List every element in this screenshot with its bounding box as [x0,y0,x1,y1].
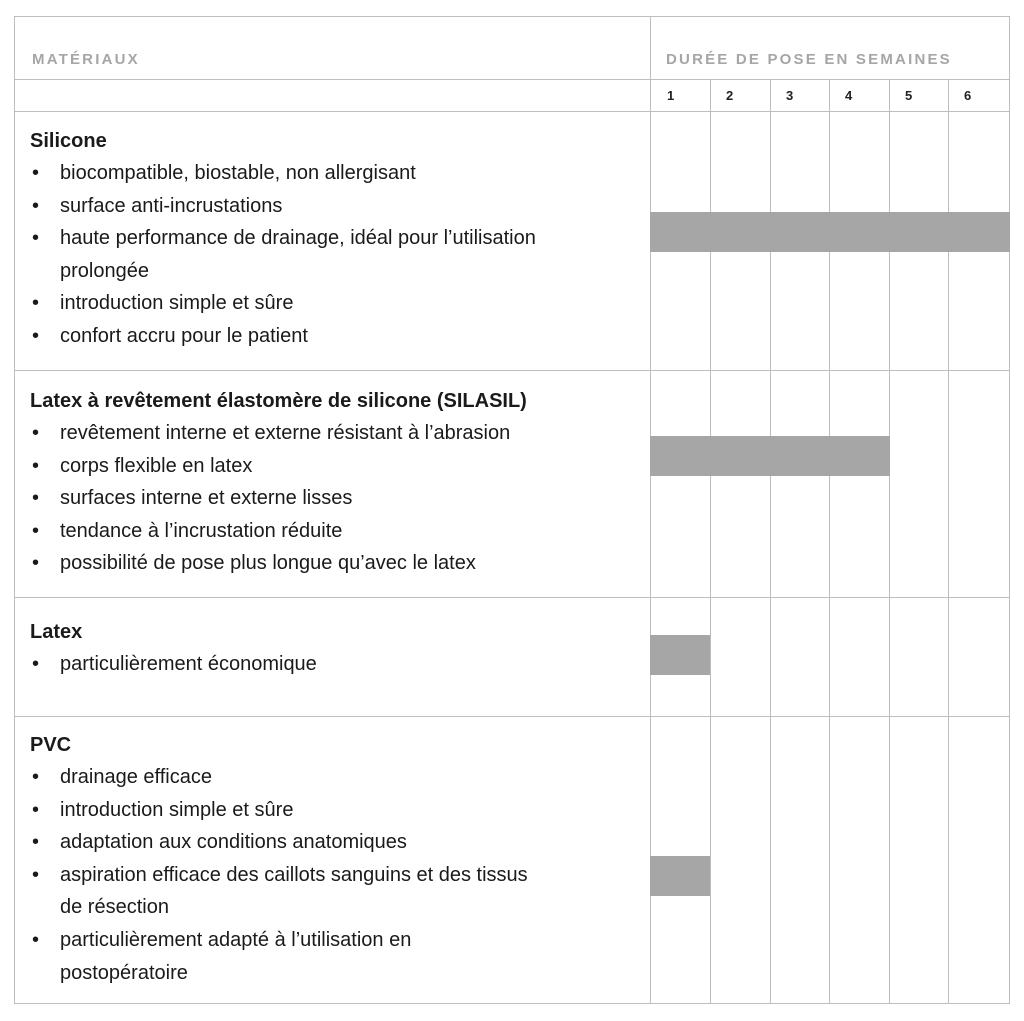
material-silasil [30,385,640,580]
feature-item: • possibilité de pose plus longue qu’avec le latex [30,547,640,580]
feature-item: • drainage efficace [30,761,640,794]
duration-bar-latex [650,635,710,675]
duration-bar-pvc [650,856,710,896]
material-title: Latex [30,621,83,643]
material-latex [30,616,640,681]
header-bottom-divider [14,111,1010,112]
feature-item: • introduction simple et sûre [30,287,640,320]
feature-list [30,648,640,681]
feature-item: • particulièrement économique [30,648,640,681]
feature-list [30,417,640,580]
material-pvc [30,729,640,989]
materials-header: MATÉRIAUX [32,51,140,68]
duration-bar-silasil [650,436,890,476]
header-divider [14,79,1010,80]
material-title: Silicone [30,130,107,152]
material-title: PVC [30,734,72,756]
feature-item: • biocompatible, biostable, non allergisant [30,157,640,190]
feature-item: • haute performance de drainage, idéal pour l’utilisation prolongée [30,222,540,287]
feature-item: • particulièrement adapté à l’utilisation en postopératoire [30,924,530,989]
feature-list [30,761,640,989]
feature-item: • aspiration efficace des caillots sanguins et des tissus de résection [30,859,530,924]
feature-item: • surfaces interne et externe lisses [30,482,640,515]
duration-bar-silicone [650,212,1010,252]
feature-item: • introduction simple et sûre [30,794,640,827]
week-label: 4 [845,88,853,103]
week-label: 1 [667,88,675,103]
row-divider [14,597,1010,598]
material-title: Latex à revêtement élastomère de silicone (SILASIL) [30,390,527,412]
feature-item: • tendance à l’incrustation réduite [30,515,640,548]
feature-list [30,157,640,353]
row-divider [14,716,1010,717]
week-label: 5 [905,88,913,103]
feature-item: • adaptation aux conditions anatomiques [30,826,640,859]
week-label: 3 [786,88,794,103]
feature-item: • surface anti-incrustations [30,190,640,223]
week-label: 6 [964,88,972,103]
feature-item: • revêtement interne et externe résistant à l’abrasion [30,417,640,450]
material-silicone [30,125,640,353]
feature-item: • corps flexible en latex [30,450,640,483]
week-label: 2 [726,88,734,103]
duration-header: DURÉE DE POSE EN SEMAINES [666,51,952,68]
row-divider [14,370,1010,371]
feature-item: • confort accru pour le patient [30,320,640,353]
